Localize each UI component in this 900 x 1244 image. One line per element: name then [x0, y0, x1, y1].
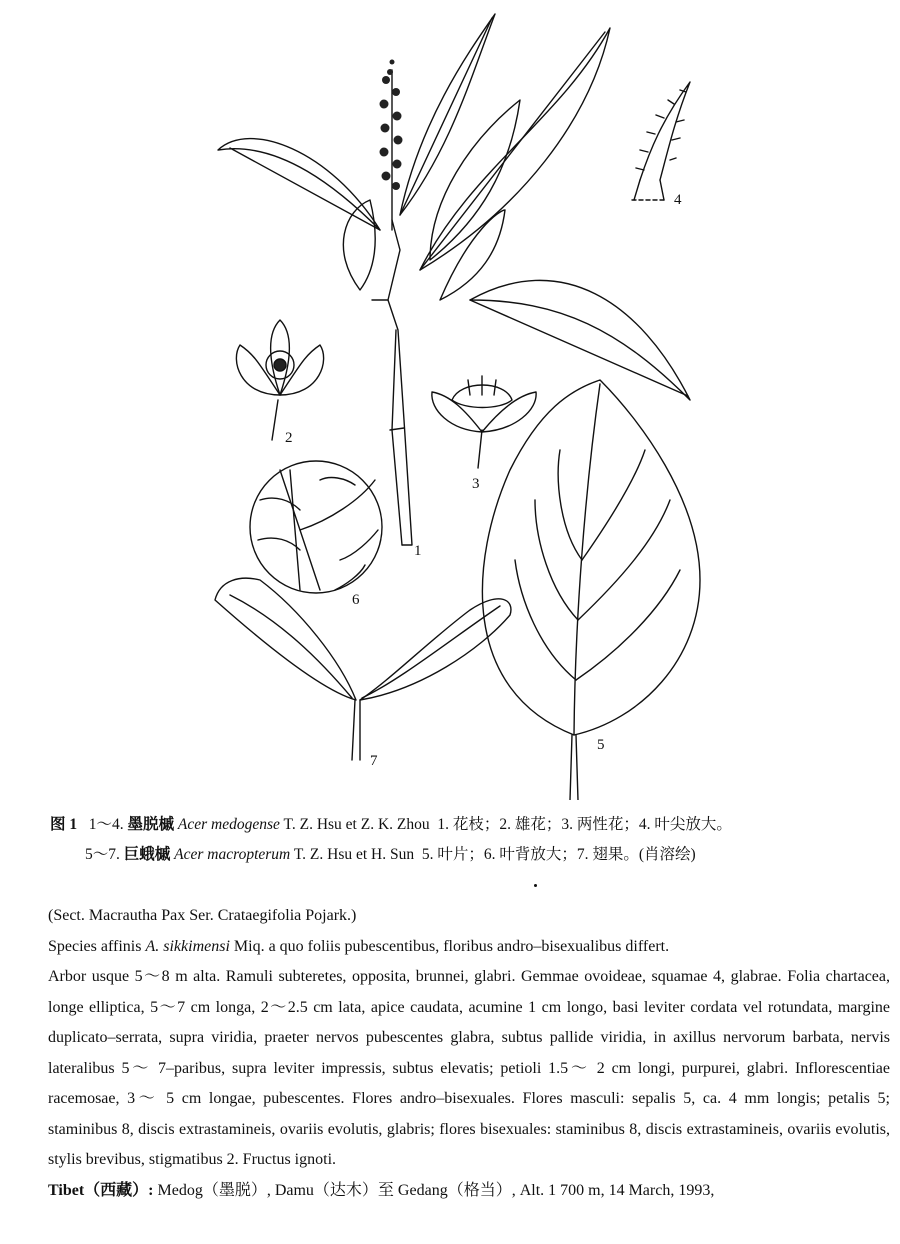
caption-latin-1: Acer medogense: [177, 816, 280, 833]
flowering-branch-drawing: [218, 14, 690, 545]
caption-latin-2: Acer macropterum: [174, 846, 291, 863]
description-paragraph: Arbor usque 5～8 m alta. Ramuli subteretes, opposita, brunnei, glabri. Gemmae ovoideae, squamae 4, glabrae. Folia chartacea, longe elliptica, 5～7 cm longa, 2～2.5 cm lata, apice caudata, acumine 1 cm longo, basi leviter cordata vel rotundata, margine duplicato–serrata, supra viridia, praeter nervos pubescentes glabra, subtus pallide viridia, in axillus nervorum barbata, nervis lateralibus 5～ 7–paribus, supra leviter impressis, subtus elevatis; petioli 1.5～ 2 cm longi, purpurei, glabri. Inflorescentiae racemosae, 3～ 5 cm longae, pubescentes. Flores andro–bisexuales. Flores masculi: sepalis 5, ca. 4 mm longis; petalis 5; staminibus 8, discis extrastamineis, ovariis evolutis, glabris; flores bisexuales: staminibus 8, discis extrastamineis, ovariis evolutis, stylis brevibus, stigmatibus 2. Fructus ignoti.: [48, 968, 890, 1168]
figure-label-2: 2: [285, 430, 293, 446]
affinity-text-post: Miq. a quo foliis pubescentibus, floribus andro–bisexualibus differt.: [229, 937, 670, 955]
decorative-dot: [534, 884, 537, 887]
leaf-blade-drawing: [482, 380, 700, 800]
caption-range-1: 1～4.: [88, 816, 124, 833]
affinity-species: A. sikkimensi: [145, 937, 230, 955]
section-series-line: (Sect. Macrautha Pax Ser. Crataegifolia Pojark.): [48, 907, 357, 924]
figure-label-5: 5: [597, 737, 605, 753]
caption-authors-2: T. Z. Hsu et H. Sun: [293, 846, 415, 863]
leaf-apex-drawing: [632, 82, 690, 200]
figure-label-3: 3: [472, 476, 480, 492]
body-text: [48, 901, 890, 1206]
locality-label: Tibet（西藏）:: [48, 1181, 154, 1199]
locality-paragraph: [48, 1176, 890, 1207]
locality-text: Medog（墨脱）, Damu（达木）至 Gedang（格当）, Alt. 1 700 m, 14 March, 1993,: [153, 1181, 715, 1199]
affinity-text-pre: Species affinis: [48, 937, 146, 955]
caption-cn-name-1: 墨脱槭: [127, 816, 175, 833]
leaf-underside-magnified-drawing: [250, 461, 382, 593]
caption-parts-1: 1. 花枝；2. 雄花；3. 两性花；4. 叶尖放大。: [437, 816, 732, 833]
figure-label-6: 6: [352, 592, 360, 608]
figure-caption-line-2: [85, 842, 900, 868]
affinity-paragraph: [48, 932, 890, 963]
figure-label-1: 1: [414, 543, 422, 559]
figure-number: 图 1: [50, 816, 78, 833]
figure-caption-line-1: [50, 812, 900, 838]
caption-authors-1: T. Z. Hsu et Z. K. Zhou: [283, 816, 430, 833]
caption-range-2: 5～7.: [85, 846, 120, 863]
caption-cn-name-2: 巨蛾槭: [123, 846, 171, 863]
samara-drawing: [215, 578, 511, 760]
male-flower-drawing: [236, 320, 323, 440]
bisexual-flower-drawing: [432, 376, 536, 468]
figure-label-7: 7: [370, 753, 378, 769]
figure-label-4: 4: [674, 192, 682, 208]
caption-parts-2: 5. 叶片；6. 叶背放大；7. 翅果。(肖溶绘): [421, 846, 696, 863]
